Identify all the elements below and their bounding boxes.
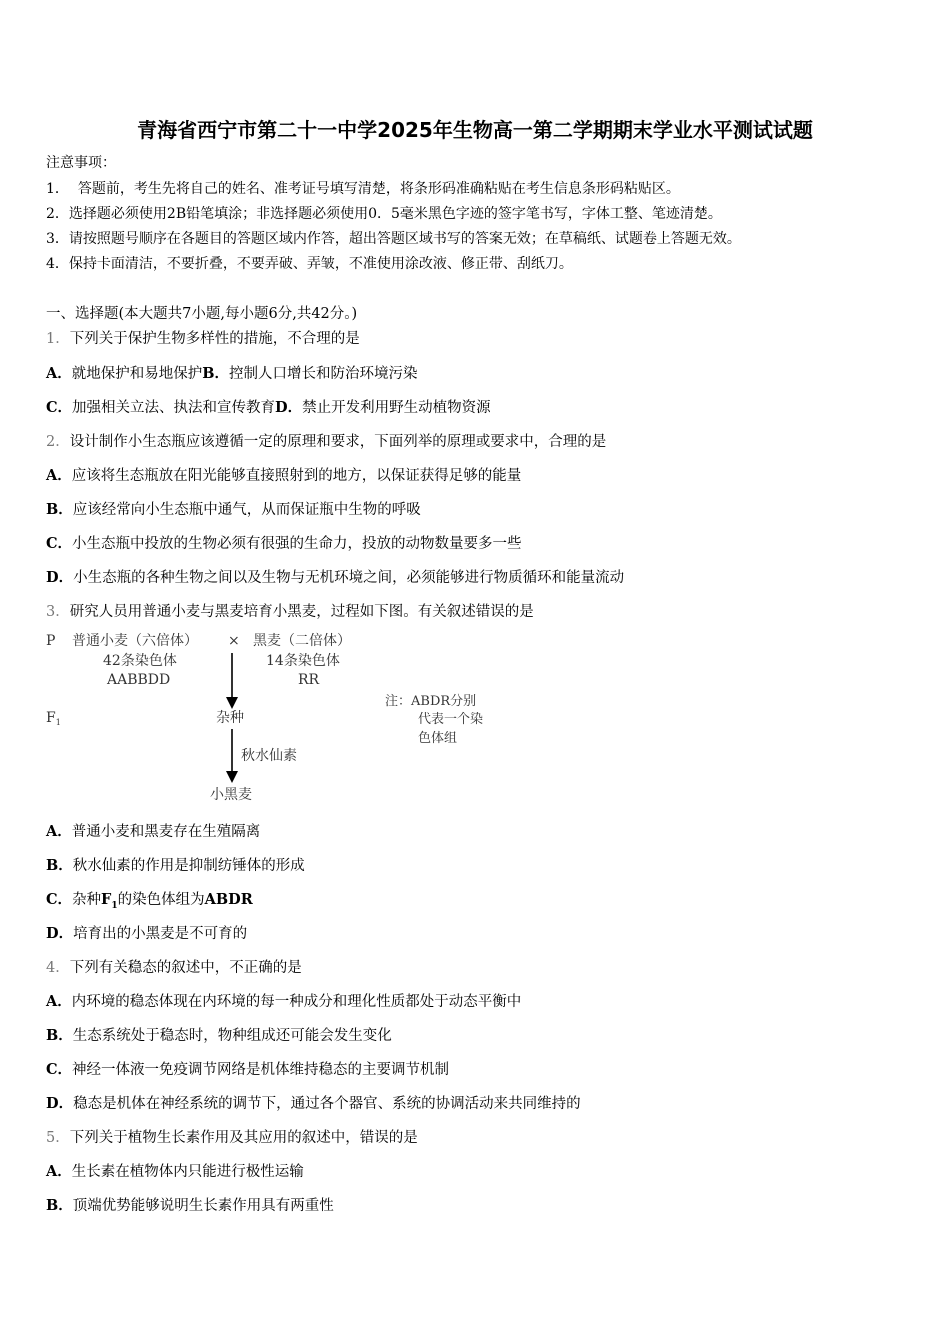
option-text-mid: 的染色体组为 — [117, 892, 205, 908]
option-c-text: 加强相关立法、执法和宣传教育 — [72, 400, 276, 416]
wheat-chromosome-count: 42条染色体 — [103, 653, 177, 669]
question-text: 下列关于植物生长素作用及其应用的叙述中，错误的是 — [69, 1130, 418, 1146]
option-letter: A． — [46, 823, 72, 840]
option-letter: C． — [46, 399, 73, 416]
option-text: 神经一体液一免疫调节网络是机体维持稳态的主要调节机制 — [72, 1062, 450, 1078]
notice-num: 3． — [46, 231, 69, 247]
notice-text: 保持卡面清洁，不要折叠，不要弄破、弄皱，不准使用涂改液、修正带、刮纸刀。 — [68, 256, 573, 272]
option-a-text: 就地保护和易地保护 — [71, 366, 203, 382]
question-number: 4． — [46, 960, 70, 976]
question-4-option-a — [46, 990, 521, 1011]
note-line-2: 代表一个染 — [418, 712, 484, 727]
section-heading: 一、选择题(本大题共7小题,每小题6分,共42分。) — [46, 306, 358, 322]
notice-num: 1． — [46, 181, 69, 197]
question-4-option-c — [46, 1058, 449, 1079]
option-text: 秋水仙素的作用是抑制纺锤体的形成 — [72, 858, 305, 874]
question-5-option-b — [46, 1194, 334, 1215]
option-text: 小生态瓶中投放的生物必须有很强的生命力，投放的动物数量要多一些 — [72, 536, 522, 552]
question-text: 研究人员用普通小麦与黑麦培育小黑麦，过程如下图。有关叙述错误的是 — [69, 604, 534, 620]
question-1-options-cd — [46, 396, 491, 417]
note-line-1: 注：ABDR分别 — [385, 694, 477, 709]
wheat-genome: AABBDD — [107, 672, 171, 688]
option-text: 普通小麦和黑麦存在生殖隔离 — [71, 824, 261, 840]
option-letter: C． — [46, 1061, 73, 1078]
notice-num: 2． — [46, 206, 69, 222]
rye-chromosome-count: 14条染色体 — [266, 653, 340, 669]
question-4-stem — [46, 956, 302, 977]
arrow-colchicine-head — [226, 771, 238, 783]
notice-item — [46, 178, 680, 198]
question-1-options-ab — [46, 362, 418, 383]
p-label: P — [46, 633, 56, 649]
question-2-option-a — [46, 464, 521, 485]
option-text: 生长素在植物体内只能进行极性运输 — [71, 1164, 304, 1180]
notice-text: 答题前，考生先将自己的姓名、准考证号填写清楚，将条形码准确粘贴在考生信息条形码粘贴区。 — [77, 181, 680, 197]
option-text: 稳态是机体在神经系统的调节下，通过各个器官、系统的协调活动来共同维持的 — [73, 1096, 581, 1112]
question-3-stem — [46, 600, 534, 621]
wheat-label: 普通小麦（六倍体） — [72, 633, 198, 649]
question-text: 下列关于保护生物多样性的措施，不合理的是 — [69, 331, 360, 347]
rye-genome: RR — [298, 672, 320, 688]
option-text-prefix: 杂种 — [72, 892, 102, 908]
cross-symbol: × — [228, 633, 240, 649]
option-letter: A． — [46, 365, 72, 382]
option-b-text: 控制人口增长和防治环境污染 — [229, 366, 418, 382]
arrow-cross-head — [226, 697, 238, 709]
option-letter: A． — [46, 1163, 72, 1180]
option-letter: D． — [46, 1095, 74, 1112]
option-text: 顶端优势能够说明生长素作用具有两重性 — [72, 1198, 334, 1214]
option-letter: C． — [46, 535, 73, 552]
question-2-option-d — [46, 566, 624, 587]
option-letter: B． — [46, 501, 73, 518]
question-number: 3． — [46, 604, 70, 620]
notice-item — [46, 228, 741, 248]
option-letter: C． — [46, 891, 73, 908]
option-text: 生态系统处于稳态时，物种组成还可能会发生变化 — [72, 1028, 392, 1044]
exam-title: 青海省西宁市第二十一中学2025年生物高一第二学期期末学业水平测试试题 — [137, 118, 813, 142]
question-5-stem — [46, 1126, 418, 1147]
question-2-option-b — [46, 498, 421, 519]
colchicine-label: 秋水仙素 — [241, 748, 297, 764]
option-text: 小生态瓶的各种生物之间以及生物与无机环境之间，必须能够进行物质循环和能量流动 — [73, 570, 625, 586]
question-3-option-d — [46, 922, 247, 943]
question-4-option-b — [46, 1024, 392, 1045]
notice-num: 4． — [46, 256, 69, 272]
option-letter: D． — [46, 569, 74, 586]
question-3-option-a — [46, 820, 260, 841]
hybrid-label: 杂种 — [216, 710, 244, 726]
notice-item — [46, 253, 573, 273]
option-letter: D． — [46, 925, 74, 942]
f1-label: $F_1$ — [46, 710, 61, 727]
option-d-text: 禁止开发利用野生动植物资源 — [302, 400, 491, 416]
notice-text: 请按照题号顺序在各题目的答题区域内作答，超出答题区域书写的答案无效；在草稿纸、试题卷上答题无效。 — [68, 231, 741, 247]
question-number: 2． — [46, 434, 70, 450]
question-2-option-c — [46, 532, 522, 553]
question-3-option-b — [46, 854, 305, 875]
breeding-diagram — [40, 625, 520, 810]
rye-label: 黑麦（二倍体） — [253, 633, 351, 649]
option-text-sub: 1 — [111, 900, 118, 911]
question-4-option-d — [46, 1092, 581, 1113]
option-letter: B． — [46, 857, 73, 874]
option-letter: A． — [46, 467, 72, 484]
question-text: 下列有关稳态的叙述中，不正确的是 — [69, 960, 302, 976]
option-text-bold: ABDR — [204, 891, 253, 908]
option-letter: A． — [46, 993, 72, 1010]
option-text: 内环境的稳态体现在内环境的每一种成分和理化性质都处于动态平衡中 — [71, 994, 522, 1010]
question-number: 1． — [46, 331, 70, 347]
question-number: 5． — [46, 1130, 70, 1146]
option-text: 应该经常向小生态瓶中通气，从而保证瓶中生物的呼吸 — [72, 502, 421, 518]
option-text-f: F — [101, 891, 112, 908]
option-letter: D． — [275, 399, 303, 416]
notice-item — [46, 203, 722, 223]
question-1-stem — [46, 327, 360, 348]
question-5-option-a — [46, 1160, 304, 1181]
option-text: 应该将生态瓶放在阳光能够直接照射到的地方，以保证获得足够的能量 — [71, 468, 522, 484]
note-line-3: 色体组 — [418, 731, 458, 746]
question-3-option-c — [46, 888, 253, 911]
triticale-label: 小黑麦 — [210, 787, 252, 803]
option-text: 培育出的小黑麦是不可育的 — [73, 926, 248, 942]
option-letter: B． — [46, 1197, 73, 1214]
question-2-stem — [46, 430, 606, 451]
question-text: 设计制作小生态瓶应该遵循一定的原理和要求，下面列举的原理或要求中，合理的是 — [69, 434, 607, 450]
option-letter: B． — [46, 1027, 73, 1044]
notice-text: 选择题必须使用2B铅笔填涂；非选择题必须使用0．5毫米黑色字迹的签字笔书写，字体工整、笔迹清楚。 — [68, 206, 722, 222]
option-letter: B． — [202, 365, 230, 382]
notice-heading: 注意事项： — [46, 155, 116, 171]
